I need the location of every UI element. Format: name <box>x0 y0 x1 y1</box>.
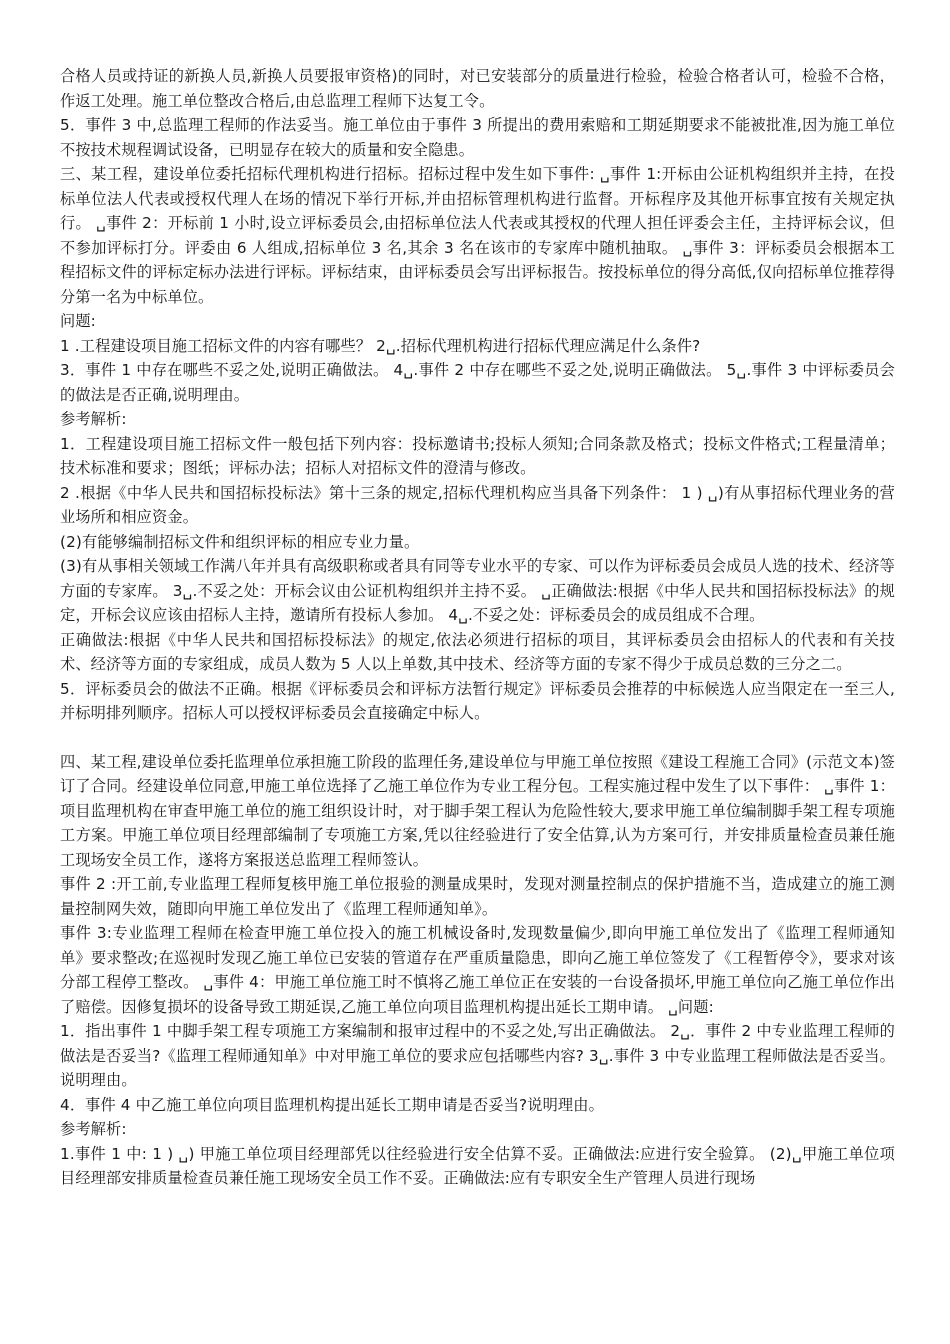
paragraph-answer-5-event-3: 5．事件 3 中,总监理工程师的作法妥当。施工单位由于事件 3 所提出的费用索赔和工期延期要求不能被批准,因为施工单位不按技术规程调试设备，已明显存在较大的质量和安全隐患。 <box>60 116 895 159</box>
heading-reference-answer-2: 参考解析: <box>60 1120 127 1138</box>
document-body <box>60 64 895 1191</box>
question-1-2: 1 .工程建设项目施工招标文件的内容有哪些？ 2␣.招标代理机构进行招标代理应满足什么条件? <box>60 336 701 355</box>
answer-5: 5．评标委员会的做法不正确。根据《评标委员会和评标方法暂行规定》评标委员会推荐的中标候选人应当限定在一至三人,并标明排列顺序。招标人可以授权评标委员会直接确定中标人。 <box>60 679 895 722</box>
heading-questions: 问题: <box>60 312 96 330</box>
paragraph-case-3-tender: 三、某工程，建设单位委托招标代理机构进行招标。招标过程中发生如下事件: ␣事件 1:开标由公证机构组织并主持，在投标单位法人代表或授权代理人在场的情况下举行开标,并由招标管理机构进行监督。开标程序及其他开标事宜按有关规定执行。 ␣事件 2：开标前 1 小时,设立评标委员会,由招标单位法人代表或其授权的代理人担任评委会主任，主持评标会议，但不参加评标打分。评委由 6 人组成,招标单位 3 名,其余 3 名在该市的专家库中随机抽取。 ␣事件 3：评标委员会根据本工程招标文件的评标定标办法进行评标。评标结束，由评标委员会写出评标报告。按投标单位的得分高低,仅向招标单位推荐得分第一名为中标单位。 <box>60 165 895 306</box>
answer-2-item-2: (2)有能够编制招标文件和组织评标的相应专业力量。 <box>60 532 420 551</box>
paragraph-requalification: 合格人员或持证的新换人员,新换人员要报审资格)的同时，对已安装部分的质量进行检验，检验合格者认可，检验不合格，作返工处理。施工单位整改合格后,由总监理工程师下达复工令。 <box>60 67 895 110</box>
answer-2: 2 .根据《中华人民共和国招标投标法》第十三条的规定,招标代理机构应当具备下列条件： 1 ) ␣)有从事招标代理业务的营业场所和相应资金。 <box>60 483 895 526</box>
heading-reference-answer: 参考解析: <box>60 410 127 428</box>
paragraph-case-4-intro: 四、某工程,建设单位委托监理单位承担施工阶段的监理任务,建设单位与甲施工单位按照《建设工程施工合同》(示范文本)签订了合同。经建设单位同意,甲施工单位选择了乙施工单位作为专业工程分包。工程实施过程中发生了以下事件： ␣事件 1：项目监理机构在审查甲施工单位的施工组织设计时，对于脚手架工程认为危险性较大,要求甲施工单位编制脚手架工程专项施工方案。甲施工单位项目经理部编制了专项施工方案,凭以往经验进行了安全估算,认为方案可行，并安排质量检查员兼任施工现场安全员工作，遂将方案报送总监理工程师签认。 <box>60 752 895 869</box>
answer-4-correct-approach: 正确做法:根据《中华人民共和国招标投标法》的规定,依法必须进行招标的项目，其评标委员会由招标人的代表和有关技术、经济等方面的专家组成，成员人数为 5 人以上单数,其中技术、经济等方面的专家不得少于成员总数的三分之二。 <box>60 630 895 673</box>
answer-2-item-3-and-3-4: (3)有从事相关领域工作满八年并具有高级职称或者具有同等专业水平的专家、可以作为评标委员会成员人选的技术、经济等方面的专家库。 3␣.不妥之处：开标会议由公证机构组织并主持不妥。 ␣正确做法:根据《中华人民共和国招标投标法》的规定，开标会议应该由招标人主持，邀请所有投标人参加。 4␣.不妥之处：评标委员会的成员组成不合理。 <box>60 557 895 624</box>
paragraph-event-2: 事件 2 :开工前,专业监理工程师复核甲施工单位报验的测量成果时，发现对测量控制点的保护措施不当，造成建立的施工测量控制网失效，随即向甲施工单位发出了《监理工程师通知单》。 <box>60 875 895 918</box>
paragraph-event-3-4: 事件 3:专业监理工程师在检查甲施工单位投入的施工机械设备时,发现数量偏少,即向甲施工单位发出了《监理工程师通知单》要求整改;在巡视时发现乙施工单位已安装的管道存在严重质量隐患，即向乙施工单位签发了《工程暂停令》，要求对该分部工程停工整改。 ␣事件 4：甲施工单位施工时不慎将乙施工单位正在安装的一台设备损坏,甲施工单位向乙施工单位作出了赔偿。因修复损坏的设备导致工期延误,乙施工单位向项目监理机构提出延长工期申请。 ␣问题: <box>60 924 895 1016</box>
answer-1: 1．工程建设项目施工招标文件一般包括下列内容：投标邀请书;投标人须知;合同条款及格式；投标文件格式;工程量清单；技术标准和要求；图纸；评标办法；招标人对招标文件的澄清与修改。 <box>60 434 895 477</box>
paragraph-gap <box>60 726 895 750</box>
question-3-4-5: 3．事件 1 中存在哪些不妥之处,说明正确做法。 4␣.事件 2 中存在哪些不妥之处,说明正确做法。 5␣.事件 3 中评标委员会的做法是否正确,说明理由。 <box>60 361 895 404</box>
question-1-2-3: 1．指出事件 1 中脚手架工程专项施工方案编制和报审过程中的不妥之处,写出正确做法。 2␣．事件 2 中专业监理工程师的做法是否妥当?《监理工程师通知单》中对甲施工单位的要求应包括哪些内容? 3␣.事件 3 中专业监理工程师做法是否妥当。说明理由。 <box>60 1022 895 1089</box>
answer-event-1: 1.事件 1 中: 1 ) ␣) 甲施工单位项目经理部凭以往经验进行安全估算不妥。正确做法:应进行安全验算。 (2)␣甲施工单位项目经理部安排质量检查员兼任施工现场安全员工作不妥。正确做法:应有专职安全生产管理人员进行现场 <box>60 1144 895 1187</box>
question-4: 4．事件 4 中乙施工单位向项目监理机构提出延长工期申请是否妥当?说明理由。 <box>60 1095 604 1114</box>
